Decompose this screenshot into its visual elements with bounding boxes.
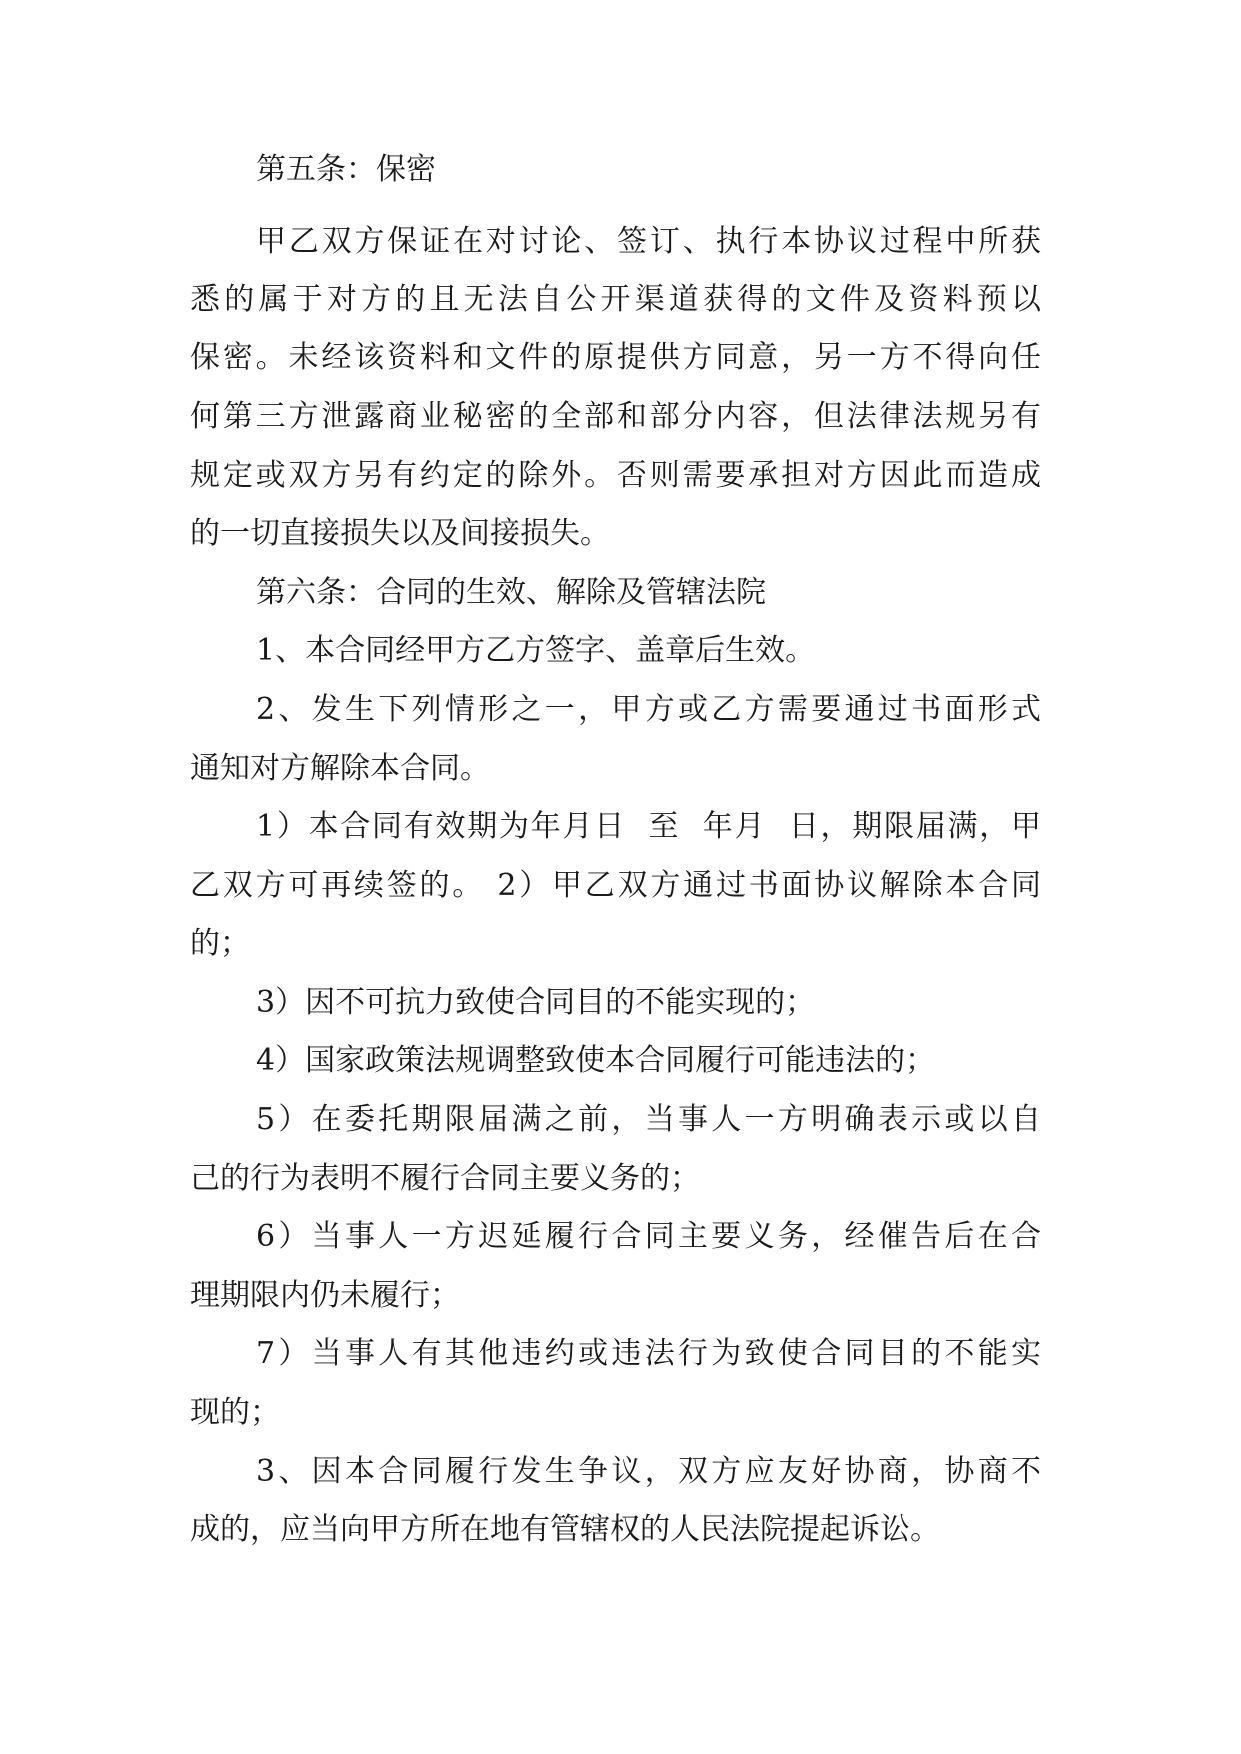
paragraph-line: 悉的属于对方的且无法自公开渠道获得的文件及资料预以 <box>190 282 1041 317</box>
clause-2-line: 通知对方解除本合同。 <box>190 751 490 786</box>
clause-2-line: 2、发生下列情形之一，甲方或乙方需要通过书面形式 <box>256 692 1041 727</box>
item-1-line: 乙双方可再续签的。 2）甲乙双方通过书面协议解除本合同 <box>190 868 1041 903</box>
item-7-line: 7）当事人有其他违约或违法行为致使合同目的不能实 <box>256 1336 1041 1371</box>
clause-3-line: 成的，应当向甲方所在地有管辖权的人民法院提起诉讼。 <box>190 1512 940 1547</box>
paragraph-line: 规定或双方另有约定的除外。否则需要承担对方因此而造成 <box>190 458 1041 493</box>
clause-1: 1、本合同经甲方乙方签字、盖章后生效。 <box>256 633 816 668</box>
paragraph-line: 保密。未经该资料和文件的原提供方同意，另一方不得向任 <box>190 340 1041 375</box>
item-5-line: 5）在委托期限届满之前，当事人一方明确表示或以自 <box>256 1102 1041 1137</box>
item-6-line: 理期限内仍未履行； <box>190 1278 460 1313</box>
paragraph-line: 何第三方泄露商业秘密的全部和部分内容，但法律法规另有 <box>190 399 1041 434</box>
item-3: 3）因不可抗力致使合同目的不能实现的； <box>256 985 816 1020</box>
item-5-line: 己的行为表明不履行合同主要义务的； <box>190 1161 700 1196</box>
article-5-heading: 第五条：保密 <box>256 152 436 187</box>
article-6-heading: 第六条：合同的生效、解除及管辖法院 <box>256 575 766 610</box>
item-4: 4）国家政策法规调整致使本合同履行可能违法的； <box>256 1043 936 1078</box>
item-1-line: 的； <box>190 926 250 961</box>
clause-3-line: 3、因本合同履行发生争议，双方应友好协商，协商不 <box>256 1454 1041 1489</box>
item-1-line: 1）本合同有效期为年月日 至 年月 日，期限届满，甲 <box>256 809 1041 844</box>
item-6-line: 6）当事人一方迟延履行合同主要义务，经催告后在合 <box>256 1219 1041 1254</box>
item-7-line: 现的； <box>190 1395 280 1430</box>
paragraph-line: 的一切直接损失以及间接损失。 <box>190 516 610 551</box>
paragraph-line: 甲乙双方保证在对讨论、签订、执行本协议过程中所获 <box>256 224 1041 259</box>
